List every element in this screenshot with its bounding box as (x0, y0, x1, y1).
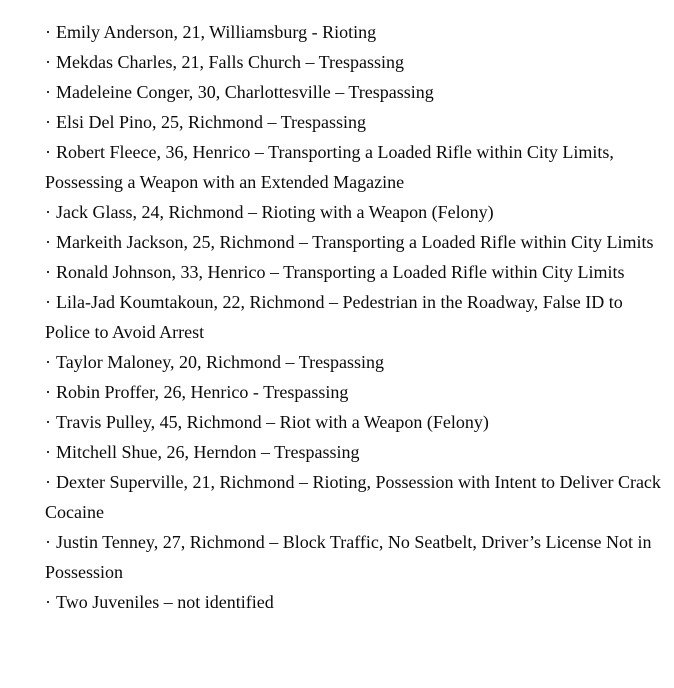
list-item (45, 197, 664, 227)
list-item (45, 587, 664, 617)
list-item-text: Markeith Jackson, 25, Richmond – Transporting a Loaded Rifle within City Limits (56, 232, 654, 252)
list-item-text: Elsi Del Pino, 25, Richmond – Trespassing (56, 112, 367, 132)
list-item (45, 47, 664, 77)
list-item (45, 437, 664, 467)
list-item-text: Travis Pulley, 45, Richmond – Riot with a Weapon (Felony) (56, 412, 489, 432)
list-item (45, 227, 664, 257)
bullet-glyph: · (45, 382, 51, 402)
list-item-text: Dexter Superville, 21, Richmond – Rioting, Possession with Intent to Deliver Crack Cocaine (45, 472, 661, 522)
bullet-glyph: · (45, 82, 51, 102)
list-item-text: Robert Fleece, 36, Henrico – Transporting a Loaded Rifle within City Limits, Possessing a Weapon with an Extended Magazine (45, 142, 614, 192)
list-item (45, 467, 664, 527)
list-item-text: Mitchell Shue, 26, Herndon – Trespassing (56, 442, 360, 462)
list-item (45, 407, 664, 437)
list-item-text: Ronald Johnson, 33, Henrico – Transporting a Loaded Rifle within City Limits (56, 262, 625, 282)
list-item-text: Emily Anderson, 21, Williamsburg - Rioting (56, 22, 377, 42)
list-item (45, 287, 664, 347)
bullet-glyph: · (45, 112, 51, 132)
list-item (45, 347, 664, 377)
list-item (45, 107, 664, 137)
list-item (45, 137, 664, 197)
list-item-text: Taylor Maloney, 20, Richmond – Trespassing (56, 352, 385, 372)
bullet-glyph: · (45, 592, 51, 612)
list-item (45, 527, 664, 587)
list-item (45, 17, 664, 47)
bullet-glyph: · (45, 292, 51, 312)
bullet-glyph: · (45, 142, 51, 162)
bullet-glyph: · (45, 22, 51, 42)
list-item (45, 257, 664, 287)
list-item-text: Robin Proffer, 26, Henrico - Trespassing (56, 382, 349, 402)
list-item (45, 77, 664, 107)
bullet-glyph: · (45, 532, 51, 552)
list-item-text: Mekdas Charles, 21, Falls Church – Trespassing (56, 52, 404, 72)
list-item-text: Madeleine Conger, 30, Charlottesville – Trespassing (56, 82, 434, 102)
list-item-text: Justin Tenney, 27, Richmond – Block Traffic, No Seatbelt, Driver’s License Not in Possession (45, 532, 652, 582)
bullet-glyph: · (45, 232, 51, 252)
list-item (45, 377, 664, 407)
bullet-glyph: · (45, 442, 51, 462)
bullet-glyph: · (45, 52, 51, 72)
bullet-glyph: · (45, 472, 51, 492)
list-item-text: Two Juveniles – not identified (56, 592, 274, 612)
list-item-text: Jack Glass, 24, Richmond – Rioting with a Weapon (Felony) (56, 202, 494, 222)
bullet-glyph: · (45, 202, 51, 222)
bullet-glyph: · (45, 262, 51, 282)
list-item-text: Lila-Jad Koumtakoun, 22, Richmond – Pedestrian in the Roadway, False ID to Police to Avoid Arrest (45, 292, 623, 342)
bullet-glyph: · (45, 412, 51, 432)
bullet-glyph: · (45, 352, 51, 372)
